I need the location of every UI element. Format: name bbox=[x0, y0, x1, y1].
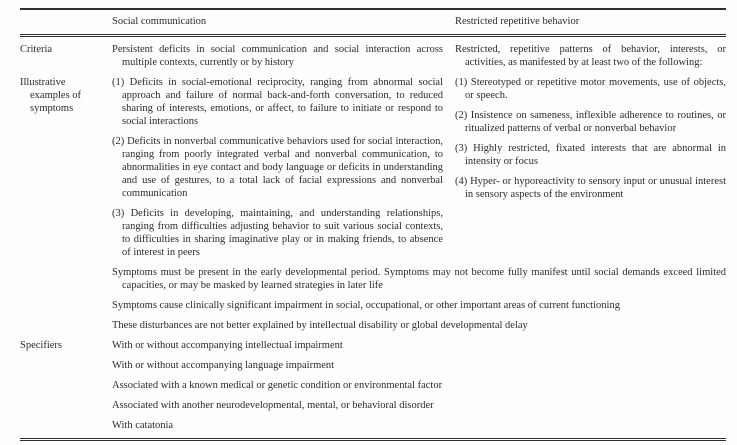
dsm-criteria-table bbox=[20, 8, 726, 441]
notes-empty-label-cell bbox=[20, 266, 112, 332]
criteria-restricted-text: Restricted, repetitive patterns of behavior, interests, or activities, as manifested by at least two of the following: bbox=[455, 44, 726, 68]
note-not-better-explained: These disturbances are not better explained by intellectual disability or global developmental delay bbox=[112, 320, 528, 331]
table-bottom-rule bbox=[20, 438, 726, 441]
row-label-criteria: Criteria bbox=[20, 44, 53, 55]
specifier-catatonia: With catatonia bbox=[112, 420, 174, 431]
illustrative-examples-row bbox=[20, 76, 726, 259]
specifier-language-impairment: With or without accompanying language impairment bbox=[112, 360, 335, 371]
criteria-social-text: Persistent deficits in social communication and social interaction across multiple contexts, currently or by history bbox=[112, 44, 443, 68]
spanning-notes-cell bbox=[112, 266, 726, 332]
header-restricted-repetitive-behavior: Restricted repetitive behavior bbox=[455, 16, 580, 27]
row-label-specifiers: Specifiers bbox=[20, 340, 62, 351]
row-label-illustrative-examples: Illustrative examples of symptoms bbox=[20, 77, 82, 114]
social-example-item-2: (2) Deficits in nonverbal communicative behaviors used for social interaction, ranging from poorly integrated verbal and nonverbal communication, to abnormalities in eye contact and body language or deficits in understanding and use of gestures, to a total lack of facial expressions and nonverbal communication bbox=[112, 136, 443, 199]
table-body bbox=[20, 37, 726, 434]
restricted-example-item-3: (3) Highly restricted, fixated interests that are abnormal in intensity or focus bbox=[455, 143, 726, 167]
specifiers-cell bbox=[112, 339, 726, 434]
note-developmental-period: Symptoms must be present in the early developmental period. Symptoms may not become fully manifest until social demands exceed limited capacities, or may be masked by learned strategies in later life bbox=[112, 267, 726, 291]
specifier-intellectual-impairment: With or without accompanying intellectual impairment bbox=[112, 340, 343, 351]
criteria-social-cell bbox=[112, 43, 455, 69]
examples-restricted-cell bbox=[455, 76, 726, 259]
specifier-medical-genetic-condition: Associated with a known medical or genetic condition or environmental factor bbox=[112, 380, 443, 391]
table-header-row bbox=[20, 10, 726, 34]
header-empty-cell bbox=[20, 15, 112, 28]
spanning-notes-row bbox=[20, 266, 726, 332]
header-social-communication: Social communication bbox=[112, 16, 207, 27]
criteria-restricted-cell bbox=[455, 43, 726, 69]
restricted-example-item-4: (4) Hyper- or hyporeactivity to sensory input or unusual interest in sensory aspects of the environment bbox=[455, 176, 726, 200]
social-example-item-3: (3) Deficits in developing, maintaining, and understanding relationships, ranging from difficulties adjusting behavior to suit various social contexts, to difficulties in sharing imaginative play or in making friends, to absence of interest in peers bbox=[112, 208, 443, 258]
restricted-example-item-2: (2) Insistence on sameness, inflexible adherence to routines, or ritualized patterns of verbal or nonverbal behavior bbox=[455, 110, 726, 134]
note-clinical-impairment: Symptoms cause clinically significant impairment in social, occupational, or other important areas of current functioning bbox=[112, 300, 620, 311]
criteria-row bbox=[20, 43, 726, 69]
specifier-neurodevelopmental-disorder: Associated with another neurodevelopmental, mental, or behavioral disorder bbox=[112, 400, 434, 411]
restricted-example-item-1: (1) Stereotyped or repetitive motor movements, use of objects, or speech. bbox=[455, 77, 726, 101]
specifiers-row bbox=[20, 339, 726, 434]
examples-social-cell bbox=[112, 76, 455, 259]
social-example-item-1: (1) Deficits in social-emotional reciprocity, ranging from abnormal social approach and failure of normal back-and-forth conversation, to reduced sharing of interests, emotions, or affect, to failure to initiate or respond to social interactions bbox=[112, 77, 443, 127]
